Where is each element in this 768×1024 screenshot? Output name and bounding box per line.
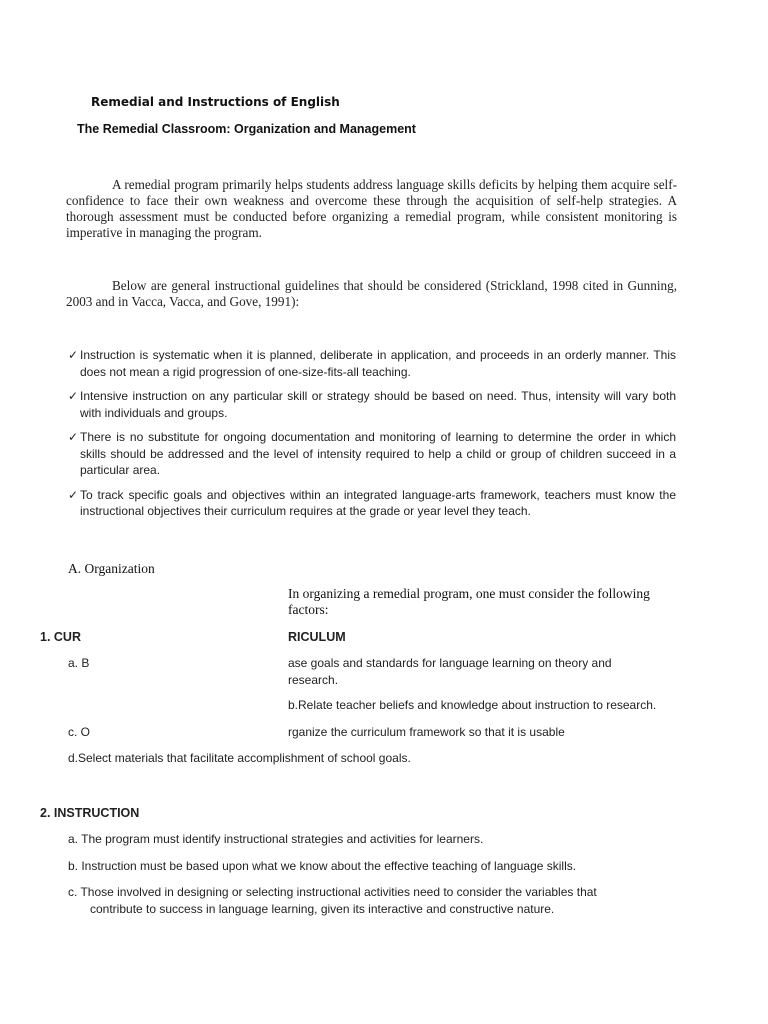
check-icon: ✓ [68, 348, 79, 362]
instruction-item-b: b. Instruction must be based upon what we know about the effective teaching of language skills. [68, 859, 577, 873]
list-item: ✓ Instruction is systematic when it is planned, deliberate in application, and proceeds in an orderly manner. This does not mean a rigid progression of one-size-fits-all teaching. [68, 348, 676, 379]
list-item: ✓ There is no substitute for ongoing documentation and monitoring of learning to determine the order in which skills should be addressed and the level of intensity required to help a child or group of children succeed in a particular area. [68, 430, 676, 477]
check-icon: ✓ [68, 487, 79, 502]
instruction-item-c-line2: contribute to success in language learning, given its interactive and constructive nature. [90, 902, 555, 916]
check-icon: ✓ [68, 430, 79, 444]
curriculum-item-a-label: a. B [68, 656, 90, 670]
curriculum-item-c-text: rganize the curriculum framework so that it is usable [288, 725, 565, 739]
intro-paragraph: A remedial program primarily helps students address language skills deficits by helping them acquire self-confidence to face their own weakness and overcome these through the acquisition of self-help strategies. A thorough assessment must be conducted before organizing a remedial program, while consistent monitoring is imperative in managing the program. [66, 177, 677, 240]
instruction-item-c-line1: c. Those involved in designing or selecting instructional activities need to consider the variables that [68, 885, 597, 899]
curriculum-number: 1. CUR [40, 630, 81, 644]
document-subtitle: The Remedial Classroom: Organization and Management [77, 122, 416, 136]
instruction-item-a: a. The program must identify instructional strategies and activities for learners. [68, 832, 484, 846]
check-icon: ✓ [68, 389, 79, 403]
list-item: ✓ To track specific goals and objectives within an integrated language-arts framework, teachers must know the instructional objectives their curriculum requires at the grade or year level they teach. [68, 487, 676, 518]
guidelines-paragraph: Below are general instructional guidelines that should be considered (Strickland, 1998 cited in Gunning, 2003 and in Vacca, Vacca, and Gove, 1991): [66, 278, 677, 309]
document-title: Remedial and Instructions of English [91, 95, 340, 109]
curriculum-item-a-text: ase goals and standards for language learning on theory and research. [288, 656, 612, 687]
section-a-heading: A. Organization [68, 561, 155, 576]
list-item: ✓ Intensive instruction on any particular skill or strategy should be based on need. Thus, intensity will vary both with individuals and groups. [68, 389, 676, 420]
curriculum-item-c-label: c. O [68, 725, 91, 739]
curriculum-heading: RICULUM [288, 630, 346, 644]
guidelines-list [68, 347, 676, 520]
instruction-heading: 2. INSTRUCTION [40, 806, 140, 820]
curriculum-item-b: b.Relate teacher beliefs and knowledge about instruction to research. [288, 698, 657, 712]
organizing-intro: In organizing a remedial program, one must consider the following factors: [288, 586, 650, 617]
curriculum-item-d: d.Select materials that facilitate accomplishment of school goals. [68, 751, 411, 765]
